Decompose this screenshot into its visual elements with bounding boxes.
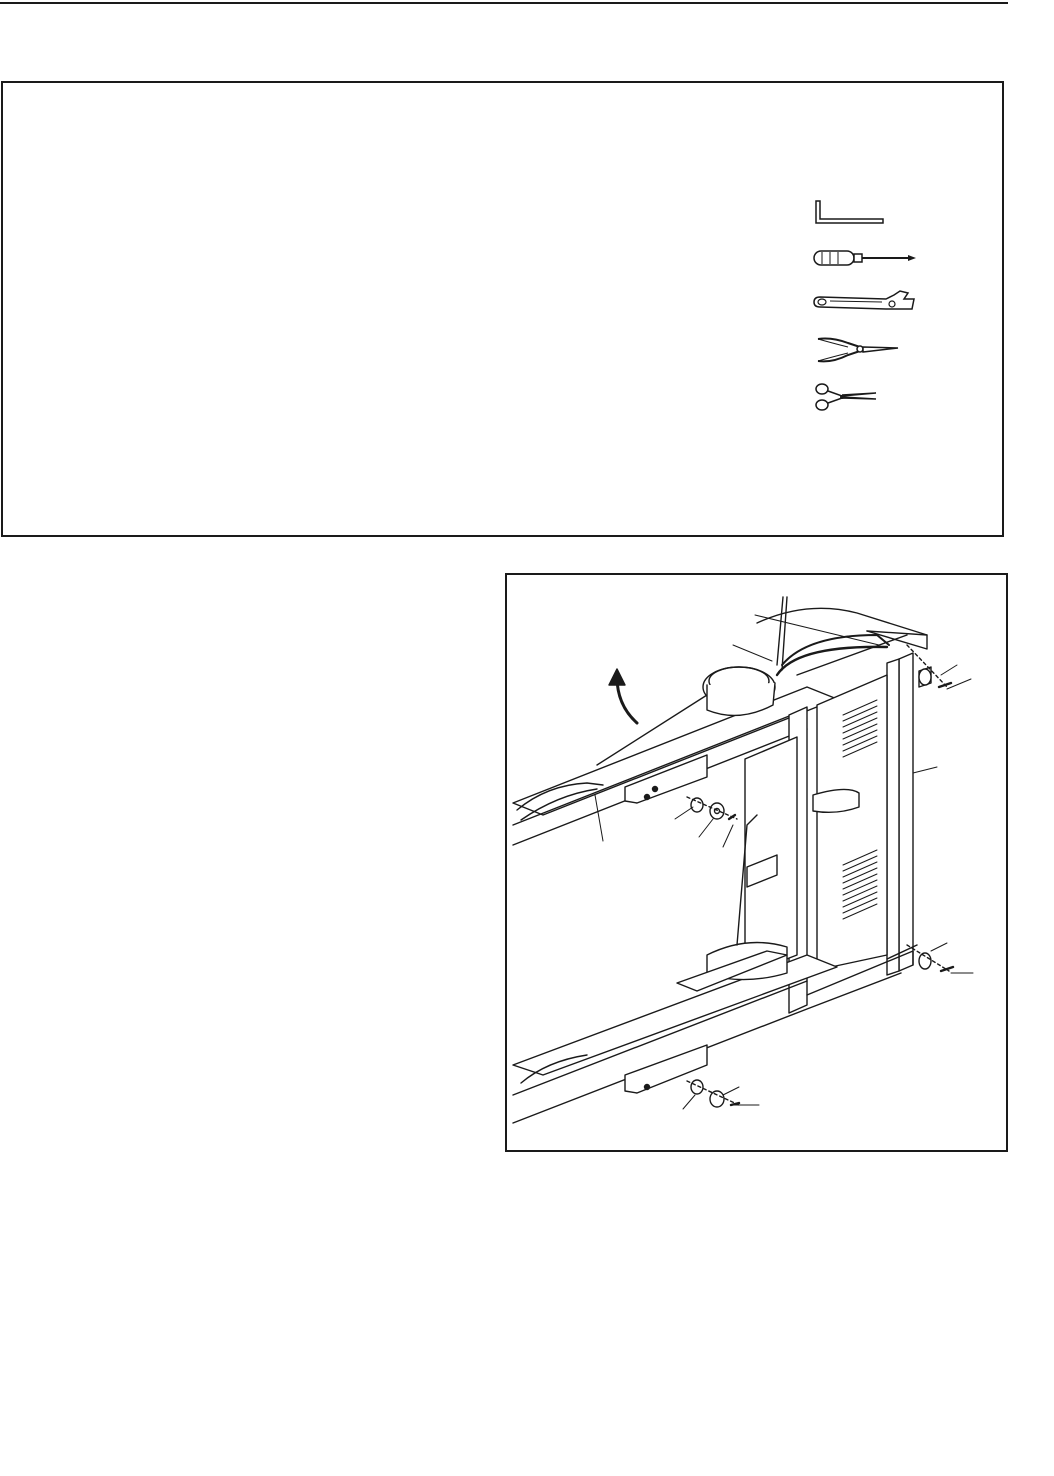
hex-key-icon <box>808 195 928 231</box>
phillips-screwdriver-icon <box>808 241 928 277</box>
adjustable-wrench-icon <box>808 287 928 323</box>
treadmill-frame-assembly-diagram <box>507 575 1008 1152</box>
hardware-lower-right <box>907 945 953 971</box>
tools-list <box>808 195 928 415</box>
scissors-icon <box>808 379 928 415</box>
header-rule <box>0 2 1008 4</box>
hardware-upper-middle <box>687 797 737 819</box>
assembly-figure <box>505 573 1008 1152</box>
needlenose-pliers-icon <box>808 333 928 369</box>
hardware-lower-middle <box>687 1080 739 1107</box>
